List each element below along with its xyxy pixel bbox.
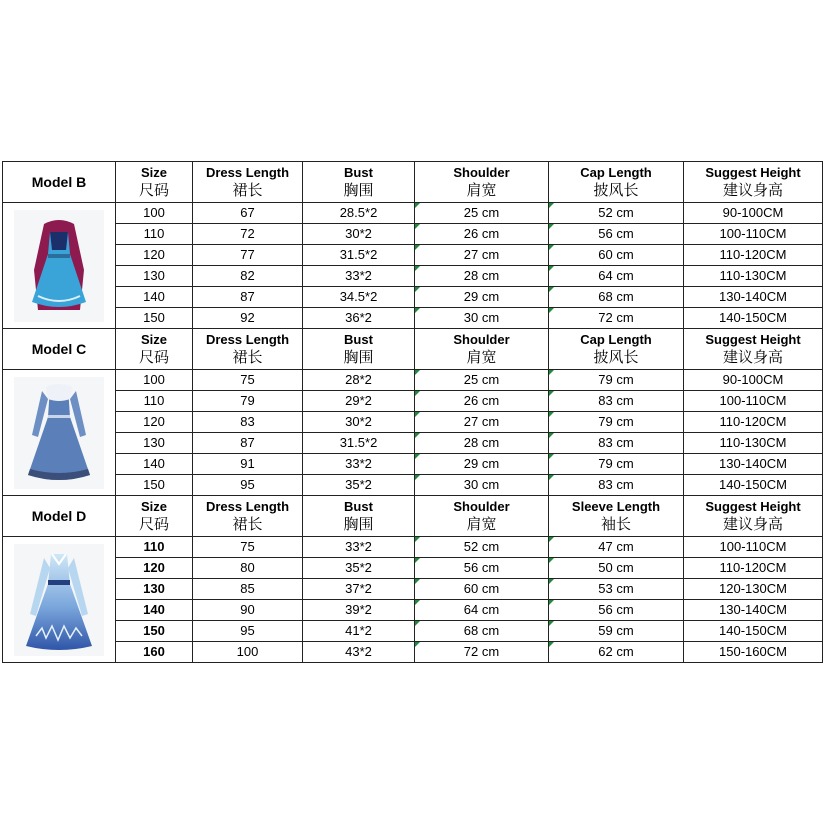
table-row [3, 433, 823, 454]
cell-cap-length: 83 cm [549, 391, 684, 412]
cell-size: 150 [116, 621, 193, 642]
header-suggest-height: Suggest Height 建议身高 [684, 329, 823, 370]
cell-sleeve-length: 50 cm [549, 558, 684, 579]
table-row [3, 308, 823, 329]
cell-shoulder: 30 cm [415, 308, 549, 329]
header-shoulder: Shoulder 肩宽 [415, 162, 549, 203]
cell-height: 90-100CM [684, 203, 823, 224]
cell-shoulder: 72 cm [415, 642, 549, 663]
cell-cap-length: 60 cm [549, 245, 684, 266]
cell-size: 160 [116, 642, 193, 663]
cell-shoulder: 26 cm [415, 391, 549, 412]
cell-size: 100 [116, 370, 193, 391]
cell-shoulder: 28 cm [415, 266, 549, 287]
table-row [3, 475, 823, 496]
cell-dress-length: 92 [193, 308, 303, 329]
model-c-section [3, 329, 823, 496]
header-bust: Bust 胸围 [303, 329, 415, 370]
cell-shoulder: 27 cm [415, 412, 549, 433]
cell-bust: 34.5*2 [303, 287, 415, 308]
cell-bust: 39*2 [303, 600, 415, 621]
cell-bust: 33*2 [303, 454, 415, 475]
cell-bust: 33*2 [303, 266, 415, 287]
product-image-model-d [3, 537, 116, 663]
table-row [3, 203, 823, 224]
cell-cap-length: 79 cm [549, 412, 684, 433]
cell-dress-length: 75 [193, 537, 303, 558]
table-row [3, 579, 823, 600]
model-d-section [3, 496, 823, 663]
header-cap-length: Cap Length 披风长 [549, 329, 684, 370]
table-row [3, 558, 823, 579]
cell-cap-length: 79 cm [549, 454, 684, 475]
cell-bust: 31.5*2 [303, 245, 415, 266]
header-row [3, 162, 823, 203]
model-b-section [3, 162, 823, 329]
model-label: Model B [3, 162, 116, 203]
header-size: Size 尺码 [116, 162, 193, 203]
cell-dress-length: 87 [193, 433, 303, 454]
cell-size: 140 [116, 287, 193, 308]
cell-bust: 29*2 [303, 391, 415, 412]
table-row [3, 537, 823, 558]
cell-shoulder: 29 cm [415, 287, 549, 308]
header-dress-length: Dress Length 裙长 [193, 329, 303, 370]
cell-size: 120 [116, 245, 193, 266]
cell-shoulder: 27 cm [415, 245, 549, 266]
cell-cap-length: 64 cm [549, 266, 684, 287]
cell-cap-length: 83 cm [549, 433, 684, 454]
cell-sleeve-length: 59 cm [549, 621, 684, 642]
cell-cap-length: 68 cm [549, 287, 684, 308]
size-chart [2, 161, 822, 664]
cell-height: 100-110CM [684, 537, 823, 558]
table-row [3, 391, 823, 412]
cell-height: 110-120CM [684, 558, 823, 579]
cell-dress-length: 83 [193, 412, 303, 433]
dress-icon-model-c [14, 377, 104, 489]
header-dress-length: Dress Length 裙长 [193, 162, 303, 203]
cell-height: 90-100CM [684, 370, 823, 391]
cell-height: 140-150CM [684, 621, 823, 642]
cell-shoulder: 52 cm [415, 537, 549, 558]
cell-cap-length: 79 cm [549, 370, 684, 391]
cell-height: 110-120CM [684, 245, 823, 266]
cell-size: 110 [116, 391, 193, 412]
header-shoulder: Shoulder 肩宽 [415, 496, 549, 537]
header-row [3, 496, 823, 537]
cell-dress-length: 77 [193, 245, 303, 266]
cell-shoulder: 60 cm [415, 579, 549, 600]
cell-bust: 37*2 [303, 579, 415, 600]
cell-size: 150 [116, 475, 193, 496]
table-row [3, 454, 823, 475]
model-label: Model D [3, 496, 116, 537]
cell-shoulder: 30 cm [415, 475, 549, 496]
cell-bust: 28.5*2 [303, 203, 415, 224]
cell-size: 110 [116, 224, 193, 245]
cell-size: 130 [116, 579, 193, 600]
cell-bust: 43*2 [303, 642, 415, 663]
cell-size: 120 [116, 558, 193, 579]
cell-dress-length: 82 [193, 266, 303, 287]
cell-shoulder: 25 cm [415, 203, 549, 224]
cell-bust: 35*2 [303, 475, 415, 496]
header-cap-length: Cap Length 披风长 [549, 162, 684, 203]
cell-height: 130-140CM [684, 600, 823, 621]
cell-height: 110-130CM [684, 266, 823, 287]
cell-dress-length: 67 [193, 203, 303, 224]
cell-height: 100-110CM [684, 224, 823, 245]
cell-shoulder: 29 cm [415, 454, 549, 475]
dress-icon-model-d [14, 544, 104, 656]
cell-height: 120-130CM [684, 579, 823, 600]
cell-shoulder: 56 cm [415, 558, 549, 579]
product-image-model-b [3, 203, 116, 329]
dress-icon-model-b [14, 210, 104, 322]
cell-shoulder: 68 cm [415, 621, 549, 642]
cell-dress-length: 95 [193, 475, 303, 496]
header-suggest-height: Suggest Height 建议身高 [684, 496, 823, 537]
cell-dress-length: 87 [193, 287, 303, 308]
header-sleeve-length: Sleeve Length 袖长 [549, 496, 684, 537]
header-bust: Bust 胸围 [303, 162, 415, 203]
cell-dress-length: 75 [193, 370, 303, 391]
table-row [3, 224, 823, 245]
cell-cap-length: 72 cm [549, 308, 684, 329]
cell-bust: 35*2 [303, 558, 415, 579]
table-row [3, 412, 823, 433]
cell-height: 150-160CM [684, 642, 823, 663]
cell-size: 130 [116, 433, 193, 454]
header-row [3, 329, 823, 370]
cell-bust: 33*2 [303, 537, 415, 558]
cell-cap-length: 56 cm [549, 224, 684, 245]
cell-dress-length: 90 [193, 600, 303, 621]
cell-bust: 31.5*2 [303, 433, 415, 454]
cell-dress-length: 100 [193, 642, 303, 663]
cell-bust: 28*2 [303, 370, 415, 391]
table-row [3, 287, 823, 308]
cell-size: 140 [116, 454, 193, 475]
cell-sleeve-length: 56 cm [549, 600, 684, 621]
header-suggest-height: Suggest Height 建议身高 [684, 162, 823, 203]
header-shoulder: Shoulder 肩宽 [415, 329, 549, 370]
cell-bust: 30*2 [303, 224, 415, 245]
cell-cap-length: 52 cm [549, 203, 684, 224]
cell-bust: 41*2 [303, 621, 415, 642]
cell-sleeve-length: 53 cm [549, 579, 684, 600]
cell-bust: 36*2 [303, 308, 415, 329]
cell-sleeve-length: 47 cm [549, 537, 684, 558]
table-row [3, 266, 823, 287]
cell-size: 110 [116, 537, 193, 558]
cell-cap-length: 83 cm [549, 475, 684, 496]
cell-height: 110-120CM [684, 412, 823, 433]
product-image-model-c [3, 370, 116, 496]
cell-size: 150 [116, 308, 193, 329]
cell-height: 130-140CM [684, 454, 823, 475]
header-size: Size 尺码 [116, 496, 193, 537]
cell-size: 120 [116, 412, 193, 433]
cell-size: 130 [116, 266, 193, 287]
header-bust: Bust 胸围 [303, 496, 415, 537]
cell-size: 100 [116, 203, 193, 224]
cell-shoulder: 26 cm [415, 224, 549, 245]
cell-dress-length: 95 [193, 621, 303, 642]
model-label: Model C [3, 329, 116, 370]
header-size: Size 尺码 [116, 329, 193, 370]
cell-dress-length: 80 [193, 558, 303, 579]
cell-height: 110-130CM [684, 433, 823, 454]
cell-height: 130-140CM [684, 287, 823, 308]
table-row [3, 600, 823, 621]
table-row [3, 621, 823, 642]
cell-shoulder: 28 cm [415, 433, 549, 454]
table-row [3, 642, 823, 663]
cell-sleeve-length: 62 cm [549, 642, 684, 663]
cell-dress-length: 91 [193, 454, 303, 475]
header-dress-length: Dress Length 裙长 [193, 496, 303, 537]
cell-size: 140 [116, 600, 193, 621]
cell-bust: 30*2 [303, 412, 415, 433]
cell-shoulder: 25 cm [415, 370, 549, 391]
cell-dress-length: 85 [193, 579, 303, 600]
cell-dress-length: 79 [193, 391, 303, 412]
cell-height: 140-150CM [684, 308, 823, 329]
cell-height: 140-150CM [684, 475, 823, 496]
size-table [2, 161, 823, 663]
cell-shoulder: 64 cm [415, 600, 549, 621]
table-row [3, 370, 823, 391]
cell-dress-length: 72 [193, 224, 303, 245]
table-row [3, 245, 823, 266]
cell-height: 100-110CM [684, 391, 823, 412]
